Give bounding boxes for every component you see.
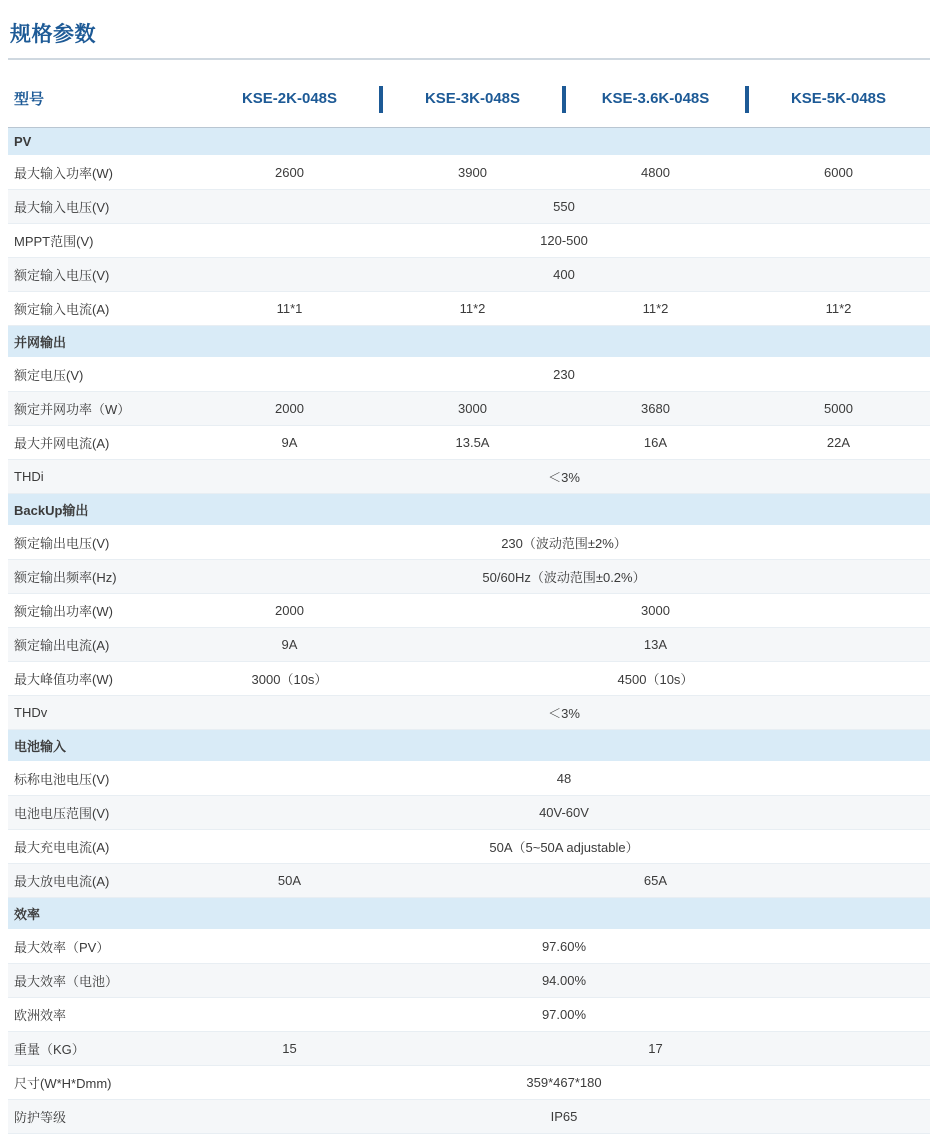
row-value: 3900 [381,156,564,190]
table-row [8,1032,930,1066]
table-row [8,964,930,998]
row-label: 最大峰值功率(W) [8,662,198,696]
table-body [8,128,930,1134]
row-value: 6000 [747,156,930,190]
row-label: 额定电压(V) [8,358,198,392]
table-row [8,560,930,594]
row-label: 额定输出电流(A) [8,628,198,662]
row-label: 最大充电电流(A) [8,830,198,864]
header-model-2: KSE-3.6K-048S [564,74,747,128]
table-row [8,930,930,964]
section-row [8,898,930,930]
section-fill [198,128,930,156]
table-row [8,628,930,662]
row-value: 50A [198,864,381,898]
section-title: PV [8,128,198,156]
row-value: 65A [381,864,930,898]
table-row [8,526,930,560]
row-label: 额定输入电压(V) [8,258,198,292]
section-fill [198,494,930,526]
row-value: 5000 [747,392,930,426]
row-value: 230（波动范围±2%） [198,526,930,560]
row-value: 16A [564,426,747,460]
table-row [8,864,930,898]
row-value: 3000（10s） [198,662,381,696]
section-fill [198,326,930,358]
section-fill [198,730,930,762]
header-model-0: KSE-2K-048S [198,74,381,128]
row-label: 最大放电电流(A) [8,864,198,898]
row-value: 9A [198,426,381,460]
row-value: 3000 [381,594,930,628]
table-row [8,156,930,190]
row-label: 标称电池电压(V) [8,762,198,796]
row-value: IP65 [198,1100,930,1134]
row-label: MPPT范围(V) [8,224,198,258]
table-row [8,796,930,830]
table-row [8,292,930,326]
row-label: 最大输入电压(V) [8,190,198,224]
table-row [8,594,930,628]
header-model-3: KSE-5K-048S [747,74,930,128]
row-value: 97.00% [198,998,930,1032]
row-label: 尺寸(W*H*Dmm) [8,1066,198,1100]
row-value: 22A [747,426,930,460]
row-value: 3000 [381,392,564,426]
row-value: 11*2 [564,292,747,326]
table-row [8,762,930,796]
table-row [8,258,930,292]
section-row [8,494,930,526]
section-fill [198,898,930,930]
row-label: 防护等级 [8,1100,198,1134]
row-label: 最大效率（PV） [8,930,198,964]
table-row [8,426,930,460]
row-value: 17 [381,1032,930,1066]
row-value: 9A [198,628,381,662]
row-value: 2000 [198,392,381,426]
section-row [8,128,930,156]
row-label: 额定输出电压(V) [8,526,198,560]
title-divider [8,58,930,60]
row-value: ＜3% [198,460,930,494]
row-label: 最大输入功率(W) [8,156,198,190]
table-row [8,1066,930,1100]
specification-table [8,74,930,1134]
section-title: 效率 [8,898,198,930]
table-row [8,662,930,696]
row-label: 最大效率（电池） [8,964,198,998]
row-value: 4800 [564,156,747,190]
row-label: 额定输出功率(W) [8,594,198,628]
row-value: 3680 [564,392,747,426]
row-value: 2600 [198,156,381,190]
row-value: 230 [198,358,930,392]
header-row [8,74,930,128]
row-value: 359*467*180 [198,1066,930,1100]
table-row [8,224,930,258]
row-value: 120-500 [198,224,930,258]
row-value: 400 [198,258,930,292]
row-value: 13A [381,628,930,662]
table-row [8,392,930,426]
row-value: 13.5A [381,426,564,460]
row-value: 11*2 [747,292,930,326]
table-row [8,1100,930,1134]
row-label: 额定输入电流(A) [8,292,198,326]
table-row [8,358,930,392]
row-value: 15 [198,1032,381,1066]
row-value: 97.60% [198,930,930,964]
row-value: 40V-60V [198,796,930,830]
row-label: 最大并网电流(A) [8,426,198,460]
row-value: 11*2 [381,292,564,326]
table-row [8,830,930,864]
row-value: 2000 [198,594,381,628]
row-value: 48 [198,762,930,796]
row-label: 重量（KG） [8,1032,198,1066]
row-label: 额定并网功率（W） [8,392,198,426]
row-label: 欧洲效率 [8,998,198,1032]
section-row [8,730,930,762]
row-value: ＜3% [198,696,930,730]
row-value: 11*1 [198,292,381,326]
row-value: 50A（5~50A adjustable） [198,830,930,864]
table-row [8,190,930,224]
table-row [8,696,930,730]
row-value: 50/60Hz（波动范围±0.2%） [198,560,930,594]
row-value: 550 [198,190,930,224]
row-value: 4500（10s） [381,662,930,696]
header-model-1: KSE-3K-048S [381,74,564,128]
row-value: 94.00% [198,964,930,998]
section-title: 并网输出 [8,326,198,358]
row-label: THDi [8,460,198,494]
row-label: 电池电压范围(V) [8,796,198,830]
row-label: 额定输出频率(Hz) [8,560,198,594]
section-title: BackUp输出 [8,494,198,526]
section-row [8,326,930,358]
table-row [8,460,930,494]
page-title: 规格参数 [10,23,96,46]
section-title: 电池输入 [8,730,198,762]
row-label: THDv [8,696,198,730]
header-label: 型号 [8,74,198,128]
table-header [8,74,930,128]
table-row [8,998,930,1032]
